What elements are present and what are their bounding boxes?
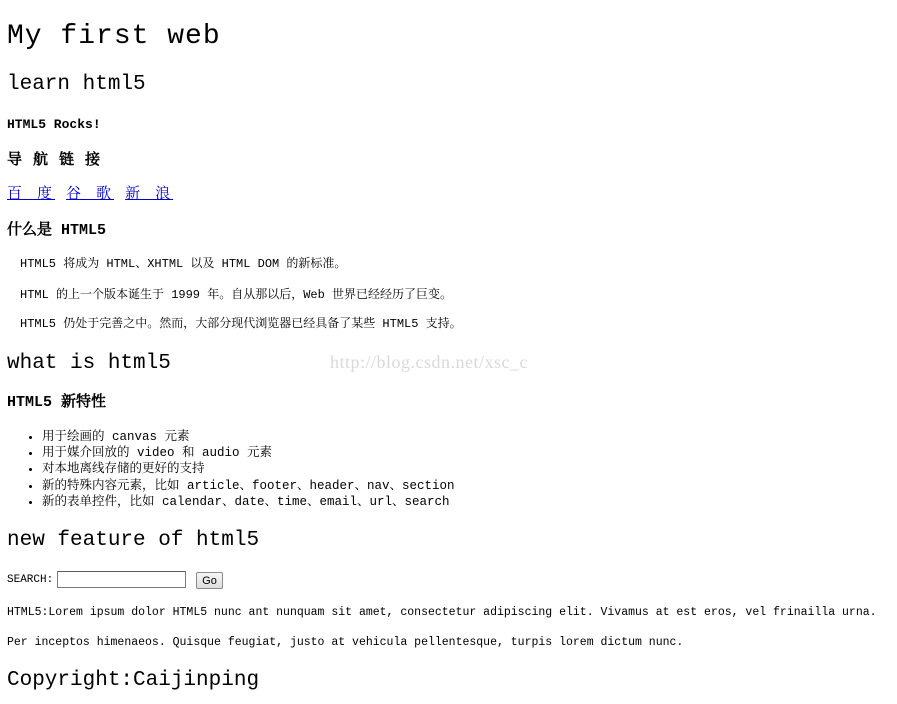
list-item: • 新的表单控件，比如 calendar、date、time、email、url、search (42, 494, 455, 510)
list-item: • 对本地离线存储的更好的支持 (42, 461, 455, 477)
nav-link-baidu[interactable]: 百 度 (7, 186, 56, 203)
intro-paragraph: HTML5 仍处于完善之中。然而，大部分现代浏览器已经具备了某些 HTML5 支持。 (20, 317, 462, 331)
lorem-paragraph: Per inceptos himenaeos. Quisque feugiat, justo at vehicula pellentesque, turpis lorem dictum nunc. (7, 636, 684, 649)
list-item: • 用于绘画的 canvas 元素 (42, 429, 455, 445)
features-heading: HTML5 新特性 (7, 394, 107, 411)
footer-copyright: Copyright:Caijinping (7, 669, 260, 692)
page-subtitle: learn html5 (7, 73, 146, 96)
search-label: SEARCH: (7, 574, 54, 586)
tagline: HTML5 Rocks! (7, 117, 101, 132)
section-heading-what-is: what is html5 (7, 352, 171, 375)
go-button[interactable]: Go (196, 572, 223, 589)
intro-paragraph: HTML 的上一个版本诞生于 1999 年。自从那以后，Web 世界已经经历了巨变。 (20, 288, 453, 302)
search-input[interactable] (57, 571, 186, 588)
watermark-url: http://blog.csdn.net/xsc_c (330, 352, 528, 372)
nav-link-google[interactable]: 谷 歌 (66, 186, 115, 203)
nav-heading: 导 航 链 接 (7, 152, 102, 169)
list-item: • 新的特殊内容元素，比如 article、footer、header、nav、section (42, 478, 455, 494)
lorem-paragraph: HTML5:Lorem ipsum dolor HTML5 nunc ant nunquam sit amet, consectetur adipiscing elit. Vivamus at est eros, vel frinailla urna. (7, 606, 877, 619)
page-title: My first web (7, 21, 221, 52)
intro-heading: 什么是 HTML5 (7, 222, 107, 239)
intro-paragraph: HTML5 将成为 HTML、XHTML 以及 HTML DOM 的新标准。 (20, 257, 347, 271)
nav-link-sina[interactable]: 新 浪 (125, 186, 174, 203)
features-list (20, 429, 455, 510)
nav-links (7, 186, 175, 204)
section-heading-new-feature: new feature of html5 (7, 529, 260, 552)
list-item: • 用于媒介回放的 video 和 audio 元素 (42, 445, 455, 461)
